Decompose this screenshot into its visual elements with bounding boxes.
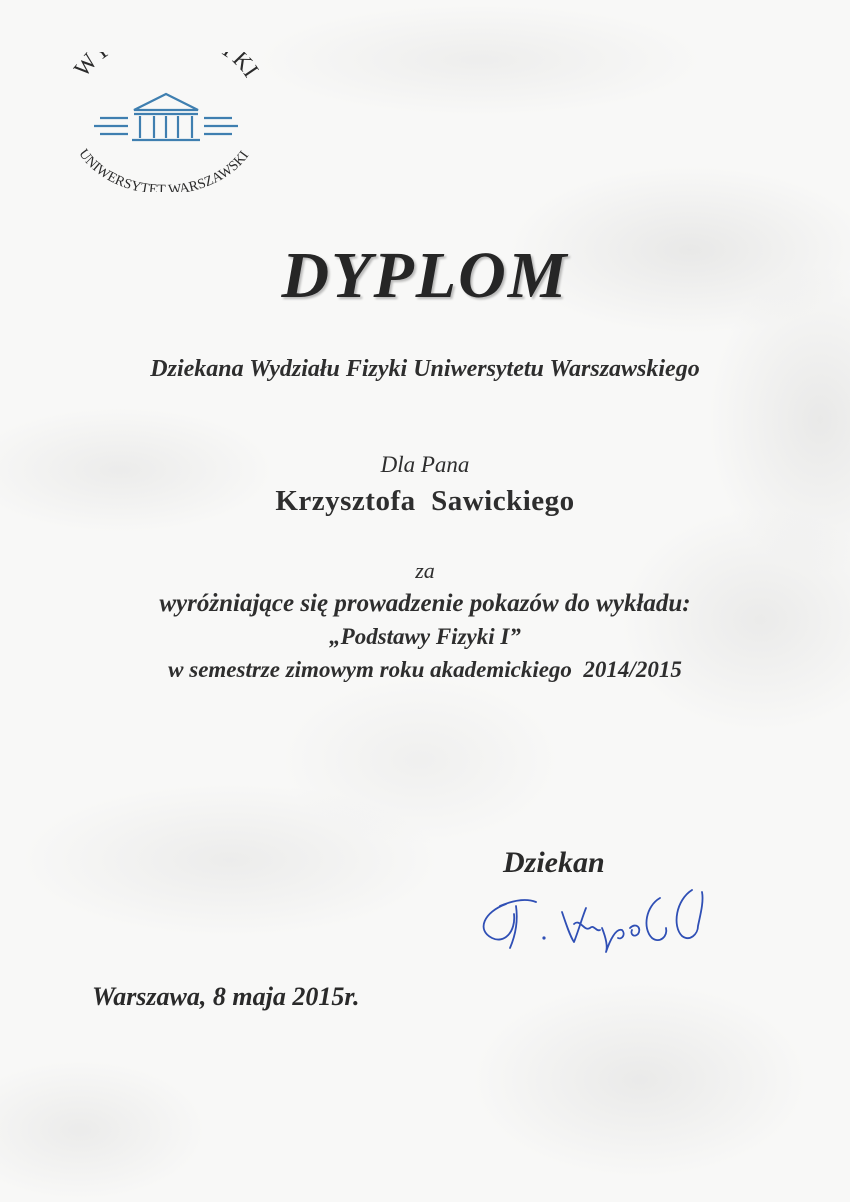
for-word: za xyxy=(415,558,435,583)
recipient-prefix: Dla Pana xyxy=(380,452,470,477)
place-and-date: Warszawa, 8 maja 2015r. xyxy=(92,982,360,1011)
logo-bottom-text: UNIWERSYTET WARSZAWSKI xyxy=(75,146,253,192)
reason-line-2: „Podstawy Fizyki I” xyxy=(329,624,521,649)
dean-signature xyxy=(470,872,720,972)
recipient-name: Krzysztofa Sawickiego xyxy=(275,485,575,517)
building-icon xyxy=(94,94,238,140)
faculty-logo xyxy=(62,52,262,192)
signer-title: Dziekan xyxy=(503,846,605,879)
faculty-logo-graphic xyxy=(62,52,262,192)
reason-line-1: wyróżniające się prowadzenie pokazów do wykładu: xyxy=(159,590,691,617)
document-title: DYPLOM xyxy=(281,239,569,312)
reason-line-3: w semestrze zimowym roku akademickiego 2014/2015 xyxy=(168,657,682,682)
logo-top-text: W KI xyxy=(69,52,262,82)
document-subtitle: Dziekana Wydziału Fizyki Uniwersytetu Warszawskiego xyxy=(150,356,700,382)
